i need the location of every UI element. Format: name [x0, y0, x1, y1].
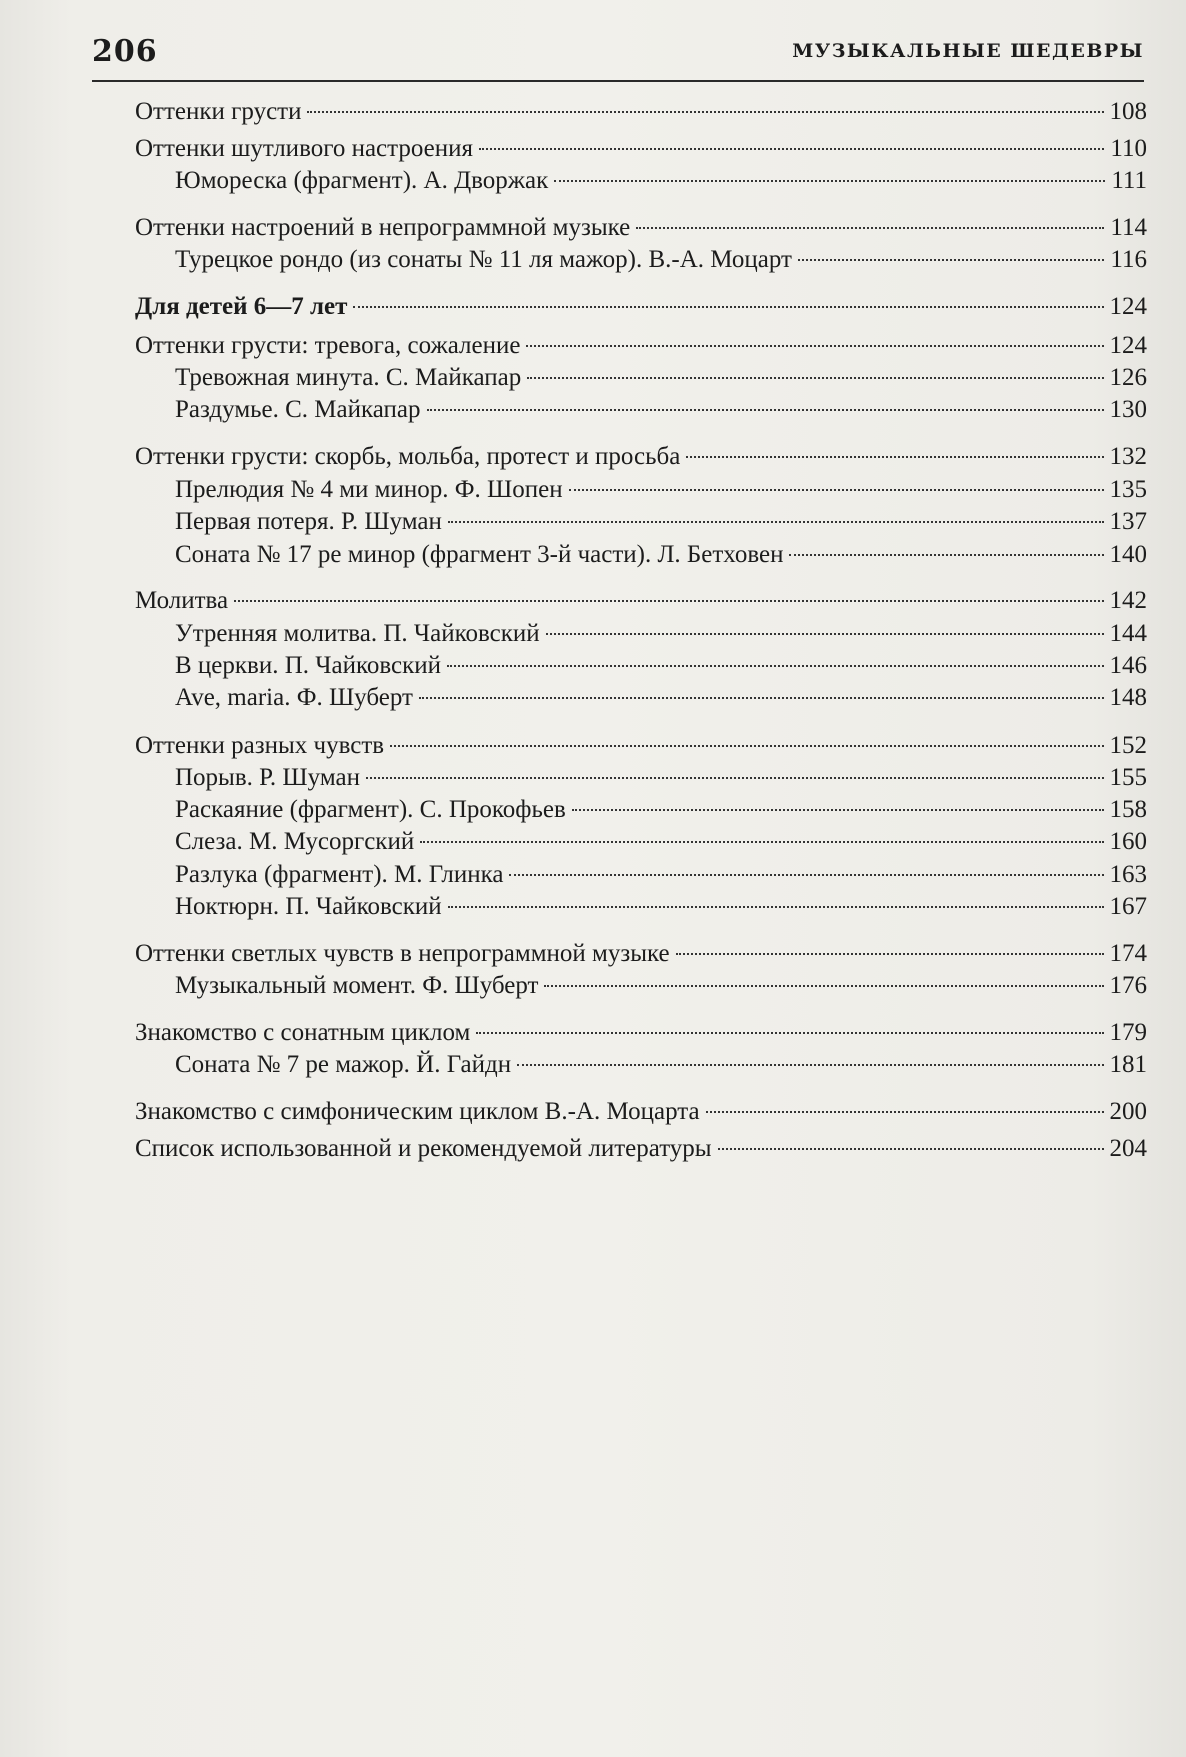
toc-subentry — [175, 362, 1147, 394]
toc-entry-title: Оттенки грусти — [135, 98, 302, 125]
toc-entry-title: В церкви. П. Чайковский — [175, 652, 442, 679]
toc-page-number: 163 — [1109, 861, 1147, 888]
dot-leader — [427, 409, 1104, 411]
dot-leader — [234, 600, 1103, 602]
toc-page-number: 108 — [1109, 98, 1147, 125]
dot-leader — [420, 841, 1103, 843]
dot-leader — [447, 665, 1103, 667]
toc-page-number: 148 — [1109, 684, 1147, 711]
dot-leader — [706, 1111, 1104, 1113]
toc-subentry — [175, 618, 1147, 650]
toc-page-number: 142 — [1109, 587, 1147, 614]
toc-page-number: 116 — [1110, 246, 1147, 273]
toc-entry-title: Прелюдия № 4 ми минор. Ф. Шопен — [175, 476, 563, 503]
running-title: МУЗЫКАЛЬНЫЕ ШЕДЕВРЫ — [792, 40, 1144, 62]
toc-section — [135, 730, 1147, 762]
toc-entry-title: Разлука (фрагмент). М. Глинка — [175, 861, 504, 888]
toc-entry-title: Оттенки светлых чувств в непрограммной музыке — [135, 940, 670, 967]
dot-leader — [517, 1064, 1103, 1066]
toc-section — [135, 1096, 1147, 1128]
toc-entry-title: Тревожная минута. С. Майкапар — [175, 364, 522, 391]
toc-page-number: 144 — [1109, 620, 1147, 647]
toc-entry-title: Соната № 17 ре минор (фрагмент 3-й части). Л. Бетховен — [175, 541, 784, 568]
toc-page-number: 135 — [1109, 476, 1147, 503]
dot-leader — [554, 180, 1105, 182]
dot-leader — [390, 745, 1103, 747]
toc-section — [135, 133, 1147, 165]
toc-subentry — [175, 474, 1147, 506]
toc-page-number: 200 — [1109, 1098, 1147, 1125]
toc-entry-title: Первая потеря. Р. Шуман — [175, 508, 442, 535]
toc-section — [135, 291, 1147, 323]
toc-page-number: 179 — [1109, 1019, 1147, 1046]
toc-entry-title: Юмореска (фрагмент). А. Дворжак — [175, 167, 549, 194]
toc-entry-title: Слеза. М. Мусоргский — [175, 828, 415, 855]
dot-leader — [509, 874, 1103, 876]
toc-section — [135, 212, 1147, 244]
dot-leader — [353, 306, 1103, 308]
toc-section — [135, 330, 1147, 362]
toc-subentry — [175, 539, 1147, 571]
toc-section — [135, 441, 1147, 473]
toc-entry-title: Утренняя молитва. П. Чайковский — [175, 620, 540, 647]
toc-page-number: 204 — [1109, 1135, 1147, 1162]
toc-page-number: 111 — [1111, 167, 1147, 194]
toc-entry-title: Оттенки шутливого настроения — [135, 135, 474, 162]
toc-page-number: 158 — [1109, 796, 1147, 823]
toc-entry-title: Для детей 6—7 лет — [135, 293, 348, 320]
toc-entry-title: Оттенки грусти: скорбь, мольба, протест и просьба — [135, 443, 681, 470]
toc-page-number: 132 — [1109, 443, 1147, 470]
toc-entry-title: Раздумье. С. Майкапар — [175, 396, 421, 423]
toc-subentry — [175, 244, 1147, 276]
toc-page-number: 130 — [1109, 396, 1147, 423]
toc-page-number: 176 — [1109, 972, 1147, 999]
toc-page-number: 124 — [1109, 293, 1147, 320]
toc-subentry — [175, 506, 1147, 538]
toc-entry-title: Знакомство с симфоническим циклом В.-А. Моцарта — [135, 1098, 700, 1125]
toc-page-number: 167 — [1109, 893, 1147, 920]
toc-section — [135, 585, 1147, 617]
toc-entry-title: Оттенки разных чувств — [135, 732, 385, 759]
dot-leader — [636, 227, 1104, 229]
dot-leader — [569, 489, 1104, 491]
toc-entry-title: Соната № 7 ре мажор. Й. Гайдн — [175, 1051, 512, 1078]
toc-entry-title: Оттенки настроений в непрограммной музыке — [135, 214, 631, 241]
toc-page-number: 114 — [1110, 214, 1147, 241]
toc-entry-title: Музыкальный момент. Ф. Шуберт — [175, 972, 539, 999]
dot-leader — [448, 906, 1104, 908]
toc-subentry — [175, 859, 1147, 891]
toc-entry-title: Список использованной и рекомендуемой литературы — [135, 1135, 712, 1162]
toc-subentry — [175, 970, 1147, 1002]
toc-subentry — [175, 762, 1147, 794]
dot-leader — [546, 633, 1104, 635]
toc-entry-title: Ноктюрн. П. Чайковский — [175, 893, 442, 920]
toc-page-number: 155 — [1109, 764, 1147, 791]
toc-subentry — [175, 794, 1147, 826]
toc-section — [135, 1133, 1147, 1165]
toc-page-number: 110 — [1110, 135, 1147, 162]
dot-leader — [572, 809, 1104, 811]
toc-entry-title: Знакомство с сонатным циклом — [135, 1019, 471, 1046]
toc-subentry — [175, 826, 1147, 858]
toc-page-number: 137 — [1109, 508, 1147, 535]
dot-leader — [544, 985, 1103, 987]
dot-leader — [307, 111, 1103, 113]
page-number: 206 — [92, 34, 158, 69]
toc-subentry — [175, 165, 1147, 197]
toc-entry-title: Раскаяние (фрагмент). С. Прокофьев — [175, 796, 566, 823]
dot-leader — [366, 777, 1104, 779]
dot-leader — [419, 697, 1104, 699]
toc-page-number: 174 — [1109, 940, 1147, 967]
toc-entry-title: Молитва — [135, 587, 229, 614]
toc-section — [135, 938, 1147, 970]
toc-subentry — [175, 650, 1147, 682]
toc-page-number: 152 — [1109, 732, 1147, 759]
toc-section — [135, 96, 1147, 128]
toc-subentry — [175, 682, 1147, 714]
toc-page-number: 181 — [1109, 1051, 1147, 1078]
dot-leader — [479, 148, 1104, 150]
toc-page-number: 160 — [1109, 828, 1147, 855]
dot-leader — [476, 1032, 1103, 1034]
toc-entry-title: Турецкое рондо (из сонаты № 11 ля мажор). В.-А. Моцарт — [175, 246, 792, 273]
toc-subentry — [175, 394, 1147, 426]
dot-leader — [526, 345, 1103, 347]
toc-entry-title: Оттенки грусти: тревога, сожаление — [135, 332, 521, 359]
dot-leader — [686, 456, 1103, 458]
dot-leader — [718, 1148, 1104, 1150]
toc-page-number: 140 — [1109, 541, 1147, 568]
toc-subentry — [175, 891, 1147, 923]
toc-page-number: 146 — [1109, 652, 1147, 679]
dot-leader — [798, 259, 1104, 261]
toc-entry-title: Ave, maria. Ф. Шуберт — [175, 684, 413, 711]
dot-leader — [789, 554, 1103, 556]
toc-page-number: 126 — [1109, 364, 1147, 391]
toc-entry-title: Порыв. Р. Шуман — [175, 764, 360, 791]
toc-subentry — [175, 1049, 1147, 1081]
dot-leader — [676, 953, 1104, 955]
dot-leader — [448, 521, 1104, 523]
toc-section — [135, 1017, 1147, 1049]
toc-page-number: 124 — [1109, 332, 1147, 359]
dot-leader — [527, 377, 1103, 379]
